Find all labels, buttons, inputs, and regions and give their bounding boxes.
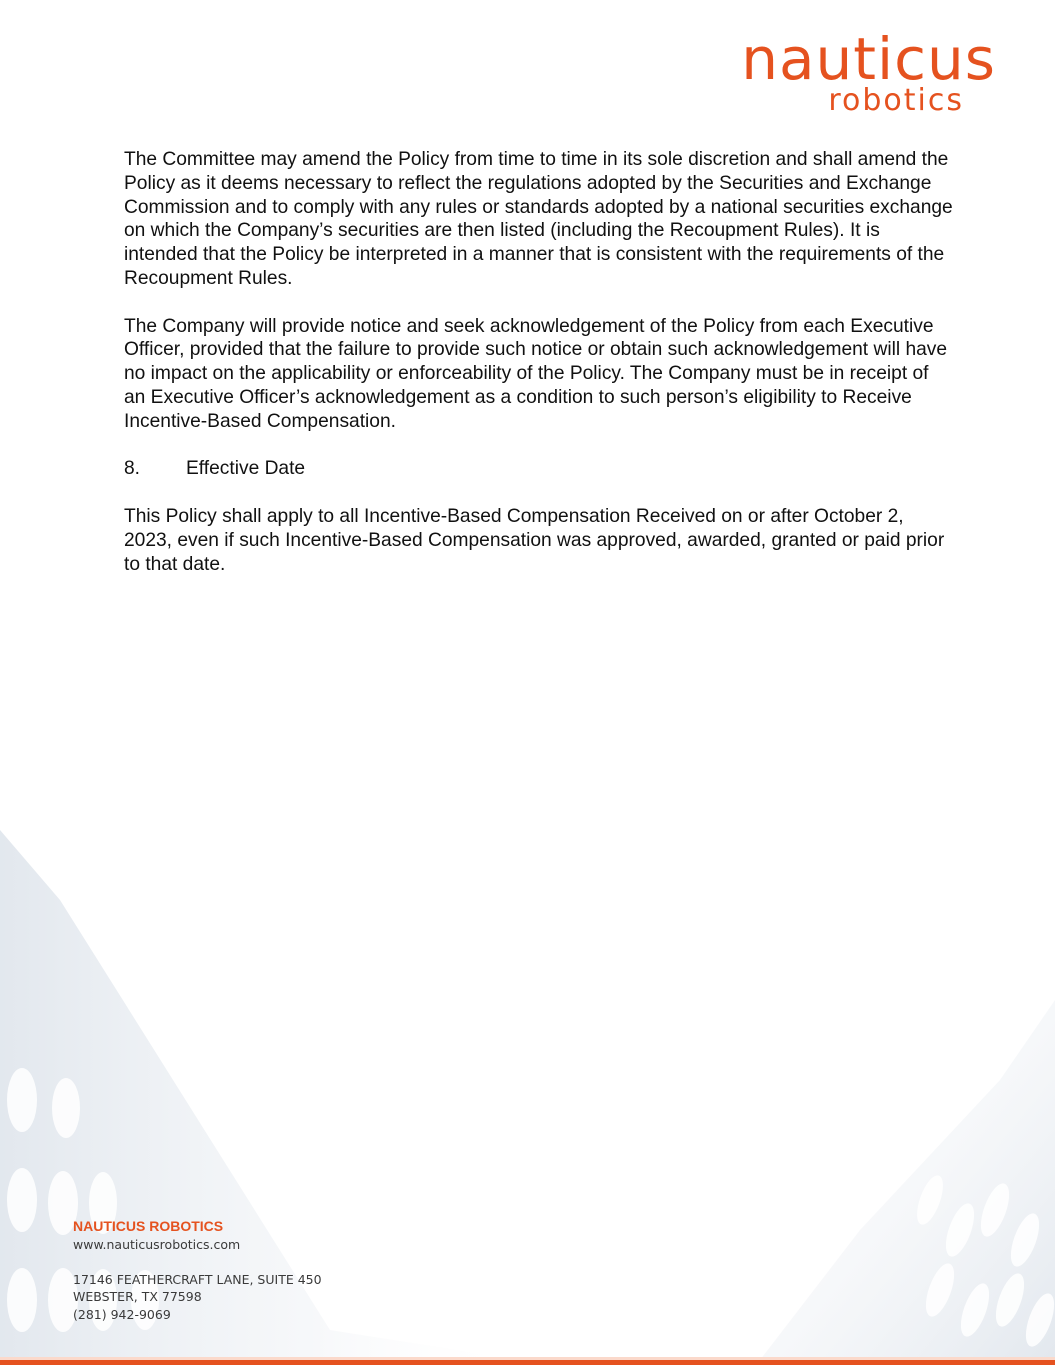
paragraph-acknowledgement: The Company will provide notice and seek acknowledgement of the Policy from each Executive Officer, provided that the failure to provide such notice or obtain such acknowledgement will have no impact on the applicability or enforceability of the Policy. The Company must be in receipt of an Executive Officer’s acknowledgement as a condition to such person’s eligibility to Receive Incentive-Based Compensation. [124, 315, 948, 432]
footer-phone: (281) 942-9069 [73, 1306, 171, 1322]
nauticus-robotics-logo [662, 25, 1002, 122]
footer-address-line2: WEBSTER, TX 77598 [73, 1289, 202, 1304]
footer-address-line1: 17146 FEATHERCRAFT LANE, SUITE 450 [73, 1271, 322, 1287]
section-heading [124, 457, 954, 481]
footer-company-name: NAUTICUS ROBOTICS [73, 1218, 224, 1234]
section-title: Effective Date [186, 458, 306, 480]
paragraph-effective-date: This Policy shall apply to all Incentive-Based Compensation Received on or after October 2, 2023, even if such Incentive-Based Compensation was approved, awarded, granted or paid prior to that date. [124, 505, 945, 575]
document-body [124, 148, 954, 600]
section-number: 8. [124, 458, 141, 480]
footer-contact [73, 1218, 322, 1323]
logo-subtitle: robotics [828, 83, 964, 118]
paragraph-policy-amendment: The Committee may amend the Policy from time to time in its sole discretion and shall amend the Policy as it deems necessary to reflect the regulations adopted by the Securities and Exchange Commission and to comply with any rules or standards adopted by a national securities exchange on which the Company’s securities are then listed (including the Recoupment Rules). It is intended that the Policy be interpreted in a manner that is consistent with the requirements of the Recoupment Rules. [124, 149, 953, 289]
footer-website[interactable]: www.nauticusrobotics.com [73, 1236, 241, 1252]
footer-accent-bar [0, 1360, 1055, 1365]
logo-wordmark: nauticus [741, 25, 996, 93]
